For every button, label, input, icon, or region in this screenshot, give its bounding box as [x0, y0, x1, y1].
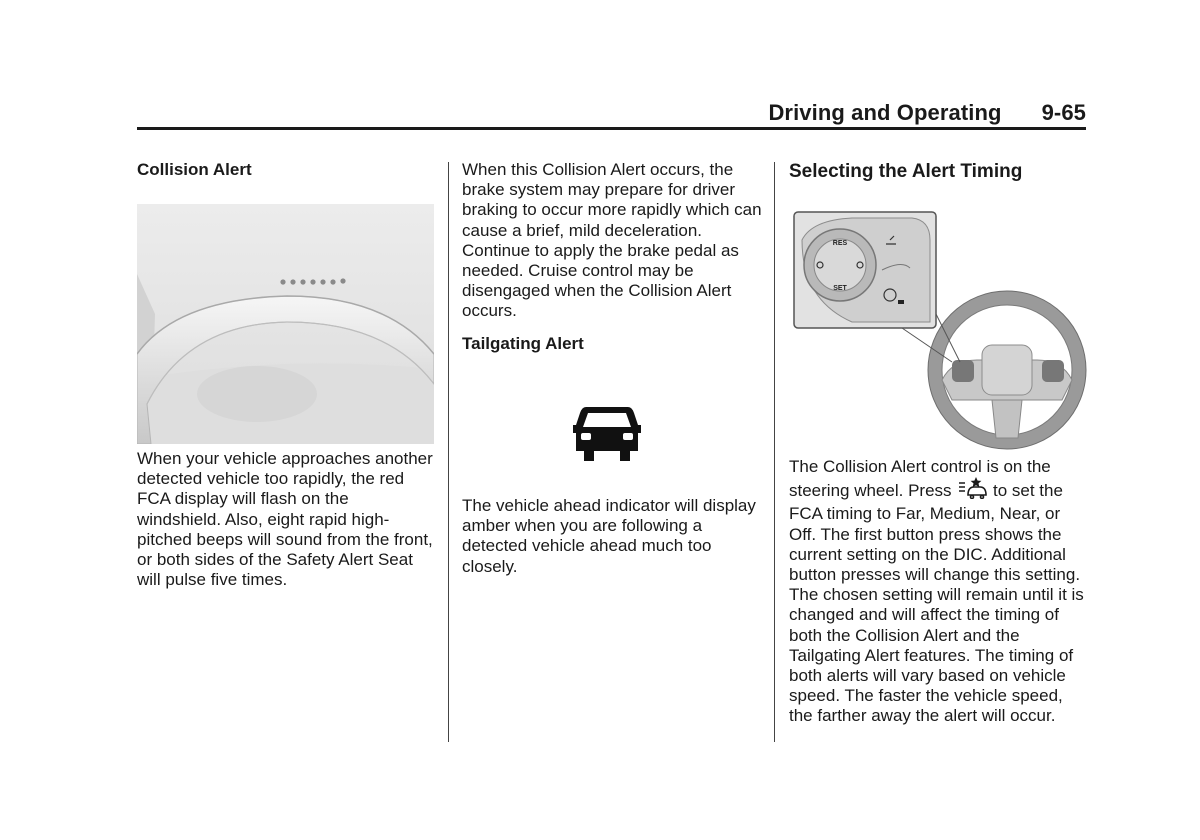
- windshield-fca-display-illustration: [137, 204, 434, 444]
- res-label: RES: [832, 240, 848, 247]
- steering-controls-figure: [792, 210, 1088, 450]
- right-paragraph-block: [789, 457, 1089, 727]
- middle-column: [462, 160, 762, 354]
- collision-alert-button-icon: [956, 477, 988, 504]
- windshield-figure: [137, 204, 434, 444]
- page-header: [768, 100, 1086, 126]
- collision-alert-description: When your vehicle approaches another detected vehicle too rapidly, the red FCA display will flash on the windshield. Also, eight rapid high-pitched beeps will sound from the front, or both sides of the Safety Alert Seat will pulse five times.: [137, 449, 433, 590]
- selecting-alert-timing-heading: Selecting the Alert Timing: [789, 161, 1023, 182]
- page-number: 9-65: [1041, 100, 1086, 125]
- column-divider-2: [774, 162, 775, 742]
- vehicle-ahead-indicator-text: The vehicle ahead indicator will display amber when you are following a detected vehicle ahead much too closely.: [462, 496, 756, 576]
- alert-timing-text-before-icon: The Collision Alert control is on the steering wheel. Press: [789, 457, 1051, 501]
- vehicle-ahead-figure: [572, 403, 642, 463]
- vehicle-ahead-icon: [572, 403, 642, 463]
- middle-paragraph-block: [462, 496, 762, 577]
- set-label: SET: [833, 285, 847, 292]
- left-column: [137, 160, 437, 180]
- section-title: Driving and Operating: [768, 100, 1002, 125]
- collision-alert-heading: Collision Alert: [137, 160, 252, 179]
- alert-timing-text-after-icon: to set the FCA timing to Far, Medium, Near, or Off. The first button press shows the current setting on the DIC. Additional button presses will change this setting. The chosen setting will remain until it is changed and will affect the timing of both the Collision Alert and the Tailgating Alert features. The timing of both alerts will vary based on vehicle speed. The faster the vehicle speed, the farther away the alert will occur.: [789, 481, 1084, 726]
- collision-alert-braking-text: When this Collision Alert occurs, the brake system may prepare for driver braking to occur more rapidly which can cause a brief, mild deceleration. Continue to apply the brake pedal as needed. Cruise control may be disengaged when the Collision Alert occurs.: [462, 160, 762, 321]
- alert-timing-description: [789, 457, 1089, 727]
- column-divider-1: [448, 162, 449, 742]
- right-column: [789, 160, 1089, 184]
- left-paragraph-block: [137, 449, 437, 590]
- steering-wheel-controls-illustration: [792, 210, 1088, 450]
- tailgating-alert-heading: Tailgating Alert: [462, 333, 584, 353]
- header-rule: [137, 127, 1086, 130]
